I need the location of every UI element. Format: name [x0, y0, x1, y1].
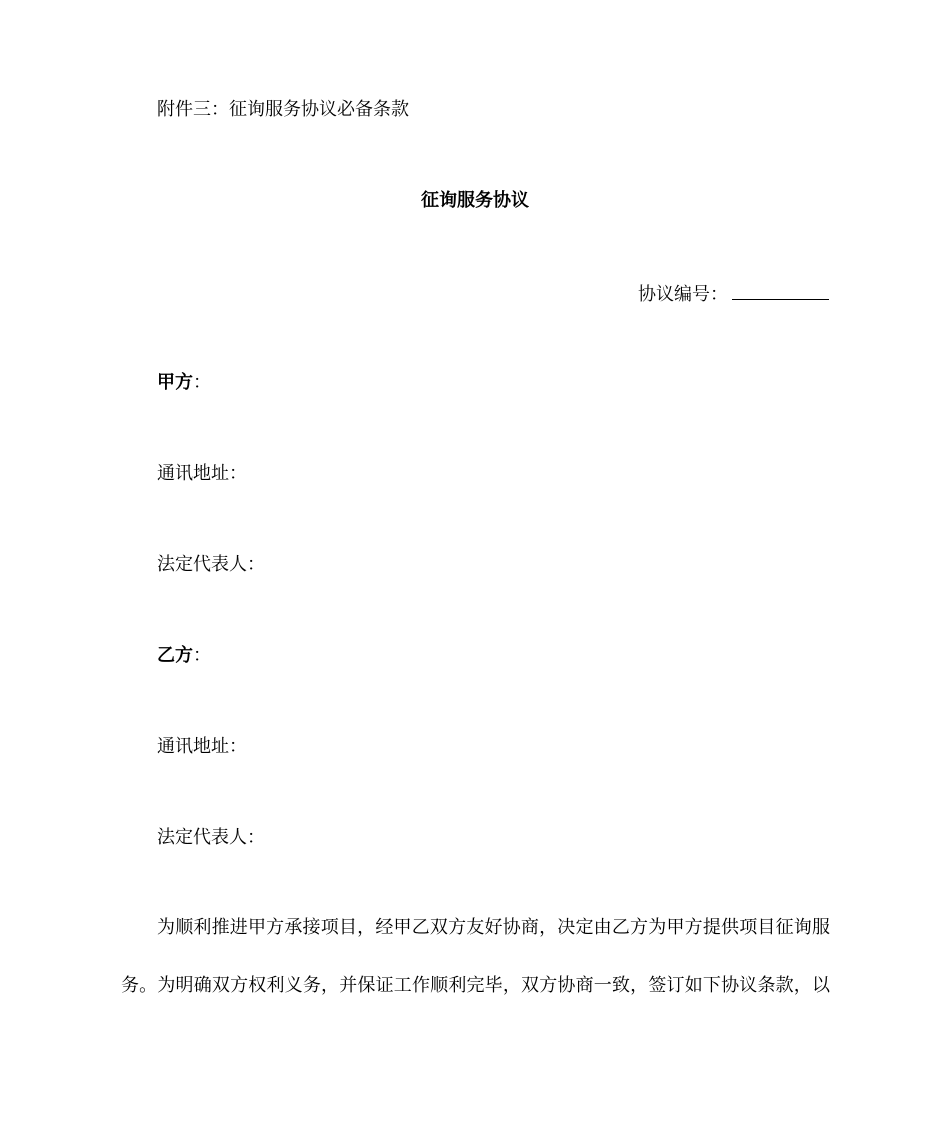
- agreement-number-label: 协议编号：: [638, 284, 728, 305]
- attachment-heading: 附件三：征询服务协议必备条款: [157, 99, 409, 120]
- party-b-row: [157, 644, 211, 668]
- body-paragraph-line-2: [121, 974, 830, 998]
- party-b-legal-rep-label: 法定代表人：: [157, 827, 265, 848]
- body-paragraph-line-1: [157, 916, 830, 940]
- party-a-colon: ：: [193, 372, 211, 393]
- party-b-address-label: 通讯地址：: [157, 736, 247, 757]
- party-b-label: 乙方: [157, 645, 193, 666]
- body-text-line-1: 为顺利推进甲方承接项目，经甲乙双方友好协商，决定由乙方为甲方提供项目征询服: [157, 917, 830, 938]
- document-title: 征询服务协议: [421, 190, 529, 211]
- body-text-line-2: 务。为明确双方权利义务，并保证工作顺利完毕，双方协商一致，签订如下协议条款，以: [121, 975, 830, 996]
- party-a-row: [157, 371, 211, 395]
- party-a-label: 甲方: [157, 372, 193, 393]
- agreement-number-blank: [732, 281, 829, 300]
- party-a-legal-rep-label: 法定代表人：: [157, 554, 265, 575]
- party-a-address-label: 通讯地址：: [157, 463, 247, 484]
- party-b-colon: ：: [193, 645, 211, 666]
- agreement-number-row: [638, 281, 829, 307]
